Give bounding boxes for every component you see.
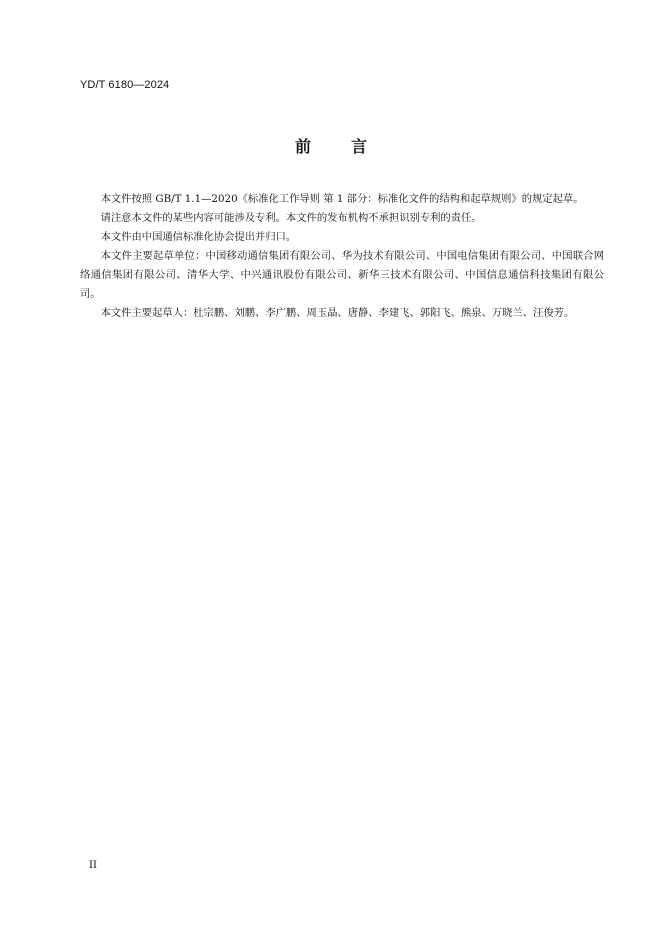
paragraph-drafting-rules: 本文件按照 GB/T 1.1—2020《标准化工作导则 第 1 部分：标准化文件的结构和起草规则》的规定起草。 bbox=[100, 193, 584, 205]
section-title bbox=[0, 134, 662, 157]
paragraph-proposer: 本文件由中国通信标准化协会提出并归口。 bbox=[100, 231, 297, 243]
paragraph-drafters: 本文件主要起草人：杜宗鹏、刘鹏、李广鹏、周玉晶、唐静、李建飞、郭阳飞、熊泉、万晓兰、汪俊芳。 bbox=[100, 307, 575, 319]
foreword-body bbox=[80, 190, 604, 323]
document-code: YD/T 6180—2024 bbox=[80, 79, 170, 91]
title-char-2: 言 bbox=[351, 137, 368, 156]
paragraph-drafting-organizations: 本文件主要起草单位：中国移动通信集团有限公司、华为技术有限公司、中国电信集团有限公司、中国联合网络通信集团有限公司、清华大学、中兴通讯股份有限公司、新华三技术有限公司、中国信息通信科技集团有限公司。 bbox=[80, 250, 604, 300]
page-number: II bbox=[89, 860, 97, 871]
paragraph-patent-notice: 请注意本文件的某些内容可能涉及专利。本文件的发布机构不承担识别专利的责任。 bbox=[100, 212, 482, 224]
title-char-1: 前 bbox=[294, 137, 311, 156]
